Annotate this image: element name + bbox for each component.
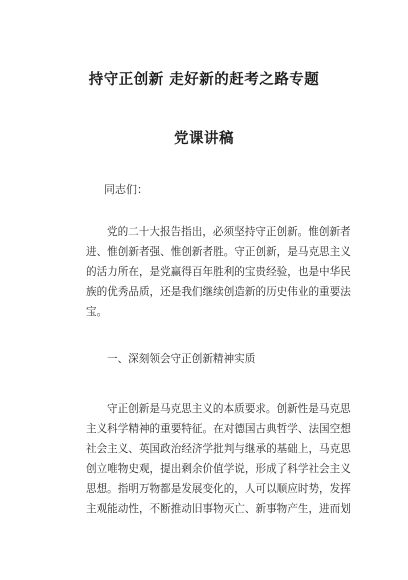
paragraph-line: 守正创新是马克思主义的本质要求。创新性是马克思 xyxy=(107,403,351,415)
document-title: 持守正创新 走好新的赶考之路专题 xyxy=(88,71,320,88)
paragraph-line: 思想。指明万物都是发展变化的，人可以顺应时势，发挥 xyxy=(86,483,351,495)
paragraph-line: 族的优秀品质，还是我们继续创造新的历史伟业的重要法 xyxy=(86,286,351,298)
paragraph-line: 进、惟创新者强、惟创新者胜。守正创新，是马克思主义 xyxy=(86,246,351,258)
paragraph-section-1 xyxy=(86,399,351,519)
paragraph-line: 创立唯物史观，提出剩余价值学说，形成了科学社会主义 xyxy=(86,463,351,475)
section-heading: 一、深刻领会守正创新精神实质 xyxy=(107,353,256,365)
document-subtitle: 党课讲稿 xyxy=(174,130,234,147)
salutation: 同志们： xyxy=(104,183,148,196)
paragraph-intro xyxy=(86,222,351,322)
paragraph-line: 党的二十大报告指出，必须坚持守正创新。惟创新者 xyxy=(107,226,351,238)
paragraph-line: 宝。 xyxy=(86,306,108,318)
paragraph-line: 的活力所在，是党赢得百年胜利的宝贵经验，也是中华民 xyxy=(86,266,351,278)
paragraph-line: 主观能动性，不断推动旧事物灭亡、新事物产生，进而划 xyxy=(86,503,351,515)
paragraph-line: 主义科学精神的重要特征。在对德国古典哲学、法国空想 xyxy=(86,423,351,435)
paragraph-line: 社会主义、英国政治经济学批判与继承的基础上，马克思 xyxy=(86,443,351,455)
